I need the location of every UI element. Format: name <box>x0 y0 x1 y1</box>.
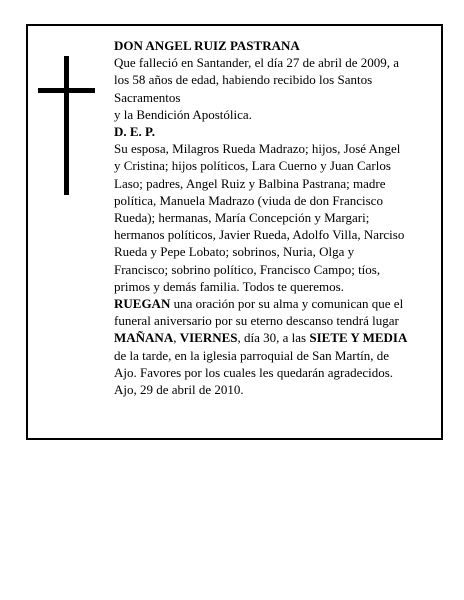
rip-heading: D. E. P. <box>114 124 156 140</box>
family-line: primos y demás familia. Todos te queremos. <box>114 278 344 294</box>
request-line-1 <box>114 295 432 312</box>
request-comma: , <box>173 330 180 346</box>
obituary-text <box>114 37 432 398</box>
family-line: Rueda); hermanas, María Concepción y Margari; <box>114 210 370 226</box>
family-line: Laso; padres, Angel Ruiz y Balbina Pastrana; madre <box>114 175 386 191</box>
service-time: SIETE Y MEDIA <box>309 330 408 346</box>
deceased-name: DON ANGEL RUIZ PASTRANA <box>114 38 300 53</box>
family-line: y Cristina; hijos políticos, Lara Cuerno y Juan Carlos <box>114 158 391 174</box>
family-line: Rueda y Pepe Lobato; sobrinos, Nuria, Olga y <box>114 244 355 260</box>
manana-word: MAÑANA <box>114 330 174 346</box>
age-line: los 58 años de edad, habiendo recibido los Santos <box>114 72 373 88</box>
request-line-2: funeral aniversario por su eterno descanso tendrá lugar <box>114 313 399 329</box>
family-line: política, Manuela Madrazo (viuda de don Francisco <box>114 192 383 208</box>
ruegan-word: RUEGAN <box>114 296 171 312</box>
request-line-5: Ajo. Favores por los cuales les quedarán agradecidos. <box>114 364 394 380</box>
sacraments-line: Sacramentos <box>114 89 181 105</box>
viernes-word: VIERNES <box>179 330 238 346</box>
blessing-line: y la Bendición Apostólica. <box>114 106 252 122</box>
place-date: Ajo, 29 de abril de 2010. <box>114 382 244 398</box>
request-line-3 <box>114 329 432 346</box>
death-line: Que falleció en Santander, el día 27 de abril de 2009, a <box>114 55 400 71</box>
cross-horizontal-bar <box>38 88 95 93</box>
request-line-4: de la tarde, en la iglesia parroquial de San Martín, de <box>114 347 390 363</box>
family-line: Su esposa, Milagros Rueda Madrazo; hijos, José Angel <box>114 141 401 157</box>
family-line: Francisco; sobrino político, Francisco Campo; tíos, <box>114 261 381 277</box>
family-line: hermanos políticos, Javier Rueda, Adolfo Villa, Narciso <box>114 227 405 243</box>
request-line-1-rest: una oración por su alma y comunican que el <box>170 296 404 312</box>
cross-vertical-bar <box>64 56 69 195</box>
request-middle: , día 30, a las <box>237 330 310 346</box>
